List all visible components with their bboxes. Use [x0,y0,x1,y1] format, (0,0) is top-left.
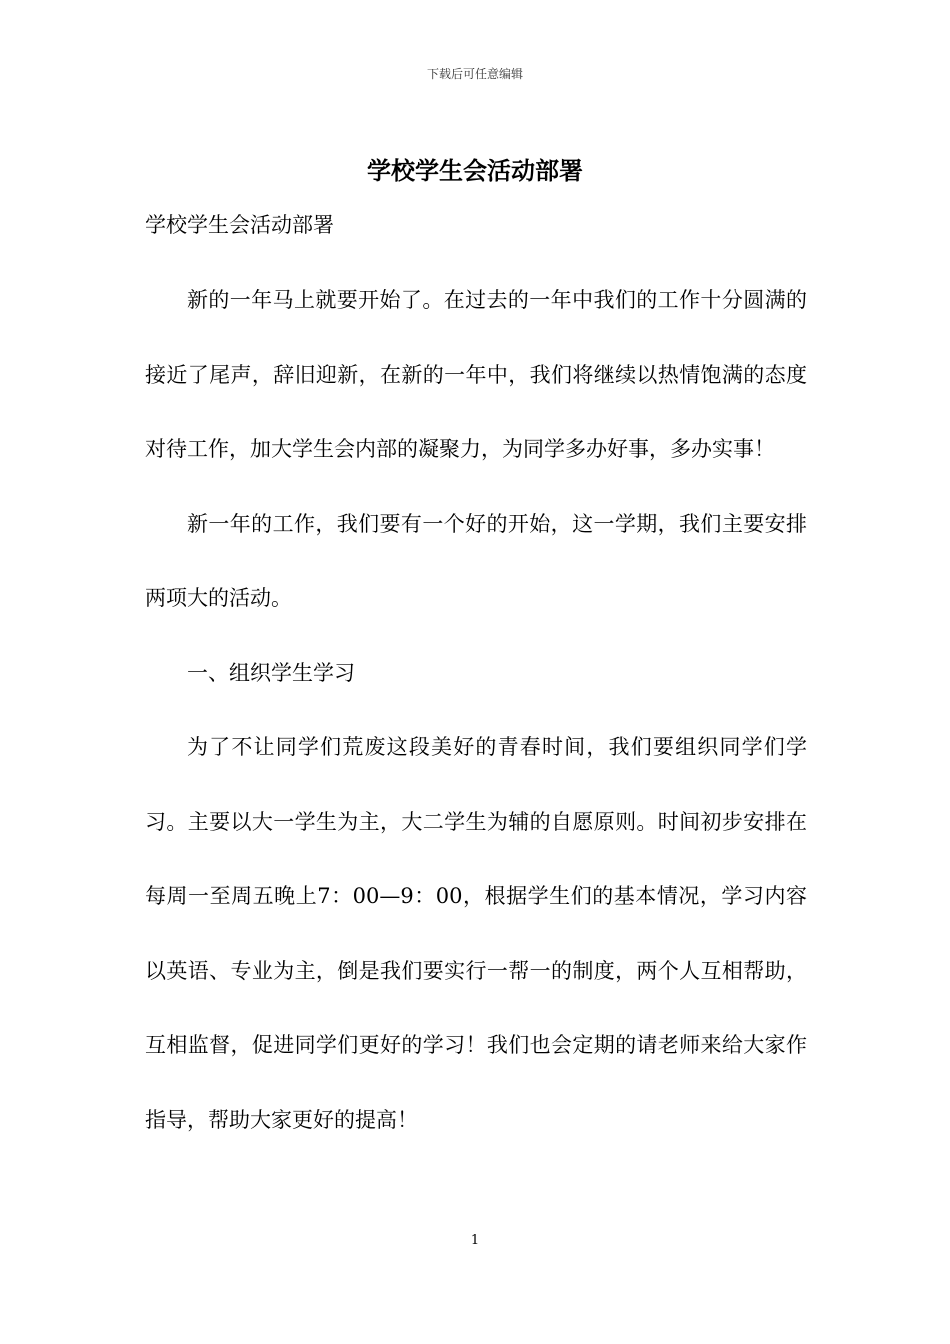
document-title: 学校学生会活动部署 [367,156,583,185]
section-heading: 一、组织学生学习 [187,660,355,685]
paragraph-plan: 新一年的工作，我们要有一个好的开始，这一学期，我们主要安排两项大的活动。 [145,511,807,610]
paragraph-intro: 新的一年马上就要开始了。在过去的一年中我们的工作十分圆满的接近了尾声，辞旧迎新，在新的一年中，我们将继续以热情饱满的态度对待工作，加大学生会内部的凝聚力，为同学多办好事，多办实事！ [145,288,807,461]
paragraph-study: 为了不让同学们荒废这段美好的青春时间，我们要组织同学们学习。主要以大一学生为主，大二学生为辅的自愿原则。时间初步安排在每周一至周五晚上7：00—9：00，根据学生们的基本情况，学习内容以英语、专业为主，倒是我们要实行一帮一的制度，两个人互相帮助，互相监督，促进同学们更好的学习！我们也会定期的请老师来给大家作指导，帮助大家更好的提高！ [145,735,807,1132]
document-body [145,203,807,1157]
header-note: 下载后可任意编辑 [426,67,523,81]
document-subtitle: 学校学生会活动部署 [145,213,334,237]
page-number: 1 [470,1233,480,1248]
